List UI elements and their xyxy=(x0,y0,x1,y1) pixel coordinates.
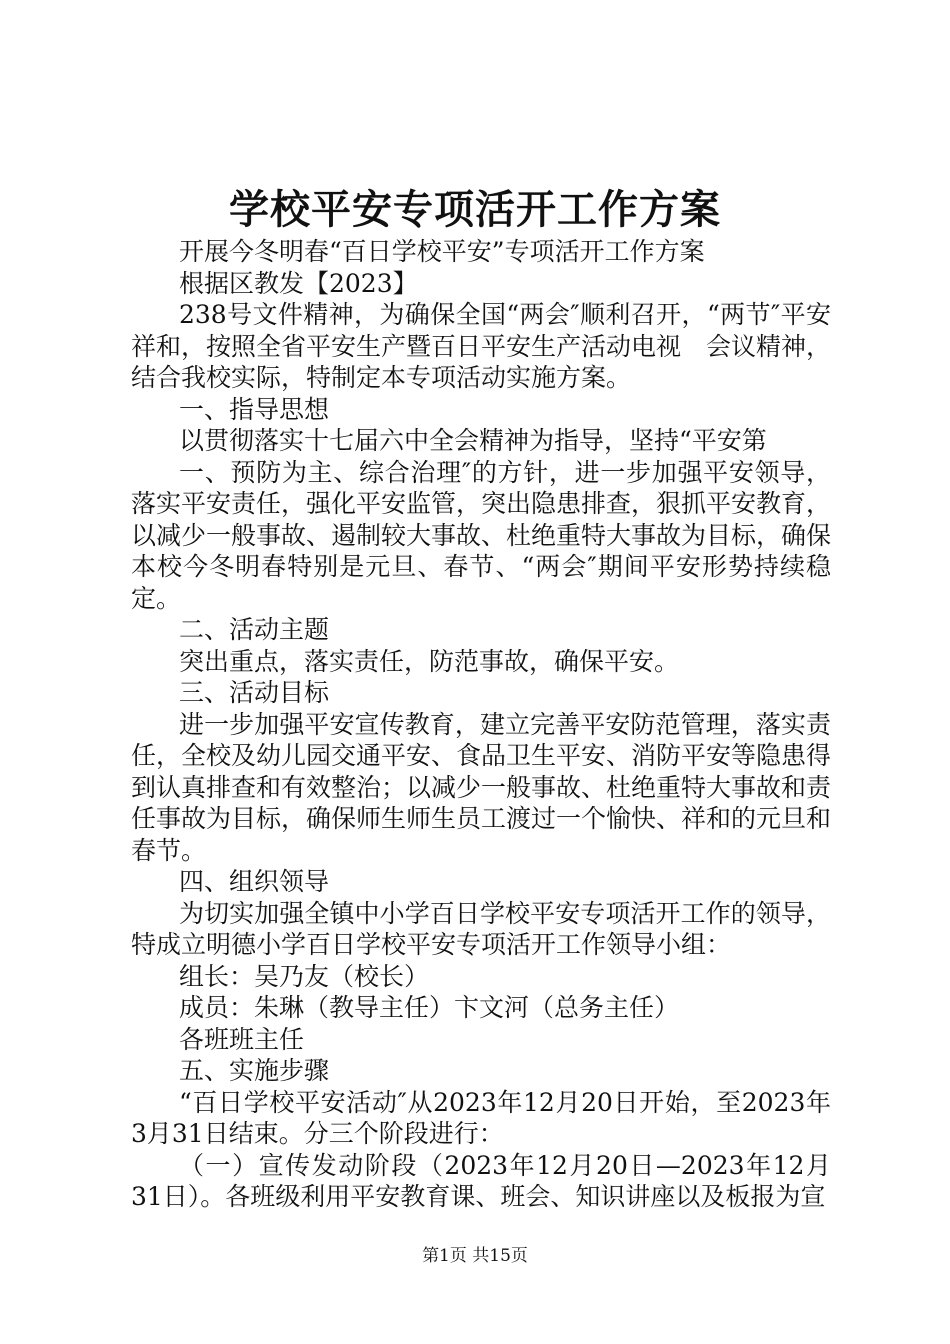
paragraph: 成员：朱琳（教导主任）卞文河（总务主任） xyxy=(179,993,680,1022)
paragraph: 二、活动主题 xyxy=(179,615,330,644)
paragraph: 突出重点，落实责任，防范事故，确保平安。 xyxy=(179,646,680,676)
paragraph: 238号文件精神，为确保全国“两会″顺利召开，“两节″平安祥和，按照全省平安生产暨百日平安生产活动电视 会议精神，结合我校实际，特制定本专项活动实施方案。 xyxy=(131,300,832,392)
paragraph: 以贯彻落实十七届六中全会精神为指导，坚持“平安第 xyxy=(179,426,767,455)
paragraph: （一）宣传发动阶段（2023年12月20日—2023年12月31日）。各班级利用平安教育课、班会、知识讲座以及板报为宣 xyxy=(131,1150,831,1211)
paragraph: “百日学校平安活动″从2023年12月20日开始，至2023年3月31日结束。分三个阶段进行： xyxy=(131,1087,831,1148)
page-footer: 第1页 共15页 xyxy=(422,1246,528,1266)
paragraph: 五、实施步骤 xyxy=(179,1056,330,1085)
paragraph: 四、组织领导 xyxy=(179,867,330,896)
paragraph: 根据区教发【2023】 xyxy=(179,268,418,298)
paragraph: 开展今冬明春“百日学校平安”专项活开工作方案 xyxy=(179,237,705,266)
document-body xyxy=(131,236,831,1213)
paragraph: 三、活动目标 xyxy=(179,678,330,707)
paragraph: 各班班主任 xyxy=(179,1024,305,1054)
paragraph: 进一步加强平安宣传教育，建立完善平安防范管理，落实责任，全校及幼儿园交通平安、食品卫生平安、消防平安等隐患得到认真排查和有效整治；以减少一般事故、杜绝重特大事故和责任事故为目标，确保师生师生员工渡过一个愉快、祥和的元旦和春节。 xyxy=(131,709,832,865)
paragraph: 一、预防为主、综合治理″的方针，进一步加强平安领导，落实平安责任，强化平安监管，突出隐患排查，狠抓平安教育，以减少一般事故、遏制较大事故、杜绝重特大事故为目标，确保本校今冬明春特别是元旦、春节、“两会″期间平安形势持续稳定。 xyxy=(131,457,832,613)
page-title: 学校平安专项活开工作方案 xyxy=(229,186,721,233)
paragraph: 一、指导思想 xyxy=(179,394,330,424)
paragraph: 组长：吴乃友（校长） xyxy=(179,961,430,991)
paragraph: 为切实加强全镇中小学百日学校平安专项活开工作的领导，特成立明德小学百日学校平安专项活开工作领导小组： xyxy=(131,898,831,959)
